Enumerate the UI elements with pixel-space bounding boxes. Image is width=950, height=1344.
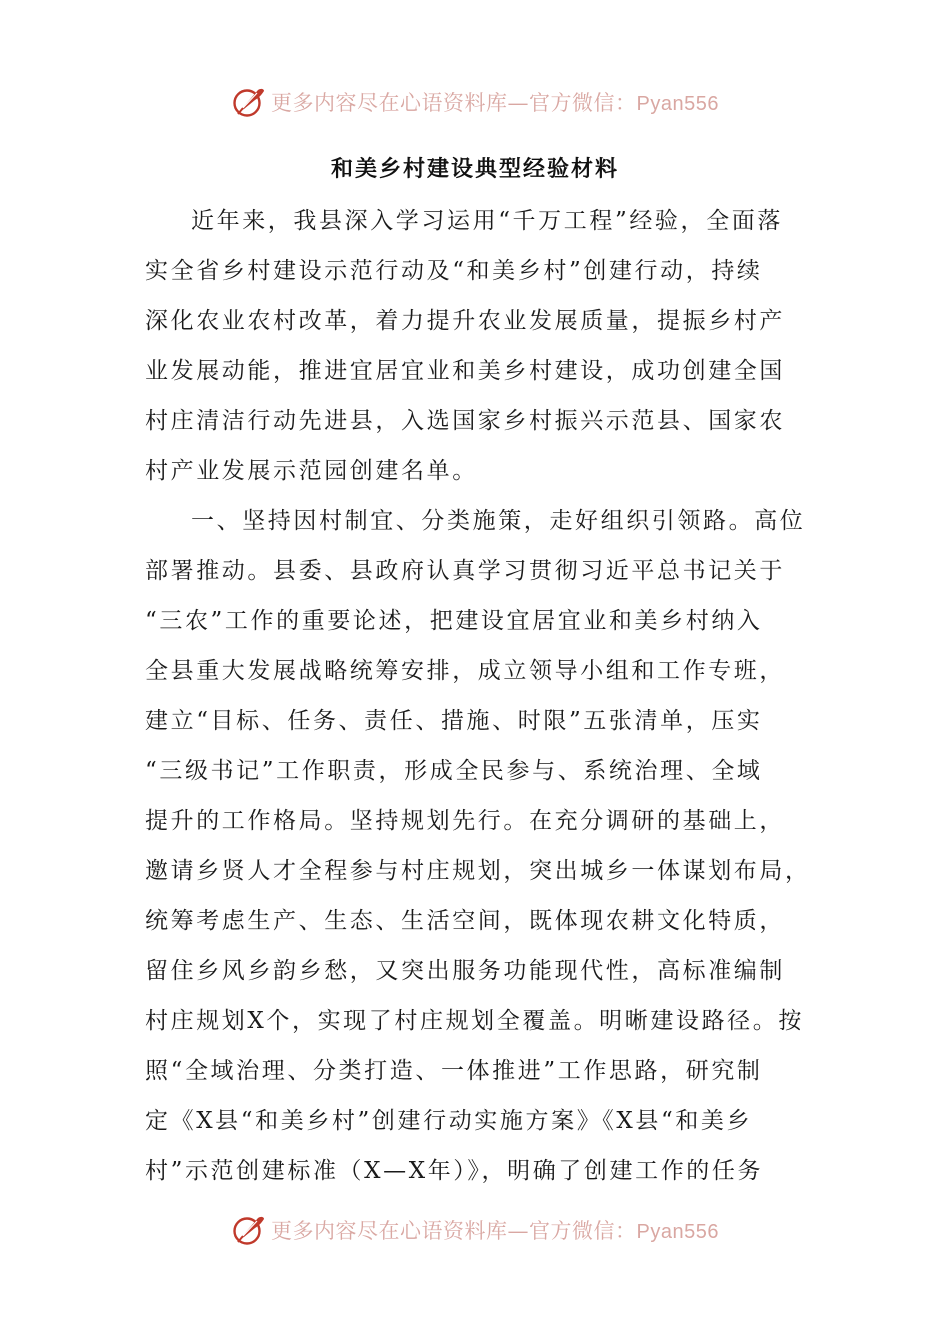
- body-line: 统筹考虑生产、生态、生活空间，既体现农耕文化特质，: [145, 908, 785, 934]
- document-title: 和美乡村建设典型经验材料: [330, 156, 619, 182]
- watermark-banner-bottom: [0, 1205, 950, 1255]
- body-line: 近年来，我县深入学习运用“千万工程”经验，全面落: [191, 208, 783, 234]
- body-line: “三级书记”工作职责，形成全民参与、系统治理、全域: [145, 758, 763, 784]
- body-line: 提升的工作格局。坚持规划先行。在充分调研的基础上，: [145, 808, 785, 834]
- body-line: 留住乡风乡韵乡愁，又突出服务功能现代性，高标准编制: [145, 958, 785, 984]
- body-line: 村”示范创建标准（X—X年）》，明确了创建工作的任务: [145, 1158, 764, 1184]
- body-line: 建立“目标、任务、责任、措施、时限”五张清单，压实: [145, 708, 763, 734]
- body-line: 实全省乡村建设示范行动及“和美乡村”创建行动，持续: [145, 258, 763, 284]
- watermark-wechat-id: Pyan556: [636, 93, 719, 115]
- quill-pen-logo-icon: [231, 84, 267, 120]
- watermark-banner-top: [0, 77, 950, 127]
- body-line: 全县重大发展战略统筹安排，成立领导小组和工作专班，: [145, 658, 785, 684]
- body-line: 深化农业农村改革，着力提升农业发展质量，提振乡村产: [145, 308, 785, 334]
- body-line: 村产业发展示范园创建名单。: [145, 458, 478, 484]
- body-line: 照“全域治理、分类打造、一体推进”工作思路，研究制: [145, 1058, 763, 1084]
- body-line: 村庄清洁行动先进县，入选国家乡村振兴示范县、国家农: [145, 408, 785, 434]
- document-body: [145, 196, 811, 1196]
- body-line: “三农”工作的重要论述，把建设宜居宜业和美乡村纳入: [145, 608, 763, 634]
- body-line: 村庄规划X个，实现了村庄规划全覆盖。明晰建设路径。按: [145, 1008, 804, 1034]
- watermark-wechat-id: Pyan556: [636, 1221, 719, 1243]
- body-line: 业发展动能，推进宜居宜业和美乡村建设，成功创建全国: [145, 358, 785, 384]
- body-line: 一、坚持因村制宜、分类施策，走好组织引领路。高位: [191, 508, 806, 534]
- body-line: 邀请乡贤人才全程参与村庄规划，突出城乡一体谋划布局，: [145, 858, 811, 884]
- body-line: 定《X县“和美乡村”创建行动实施方案》《X县“和美乡: [145, 1108, 753, 1134]
- body-line: 部署推动。县委、县政府认真学习贯彻习近平总书记关于: [145, 558, 785, 584]
- watermark-text: 更多内容尽在心语资料库—官方微信：: [271, 1219, 637, 1243]
- watermark-text: 更多内容尽在心语资料库—官方微信：: [271, 91, 637, 115]
- quill-pen-logo-icon: [231, 1212, 267, 1248]
